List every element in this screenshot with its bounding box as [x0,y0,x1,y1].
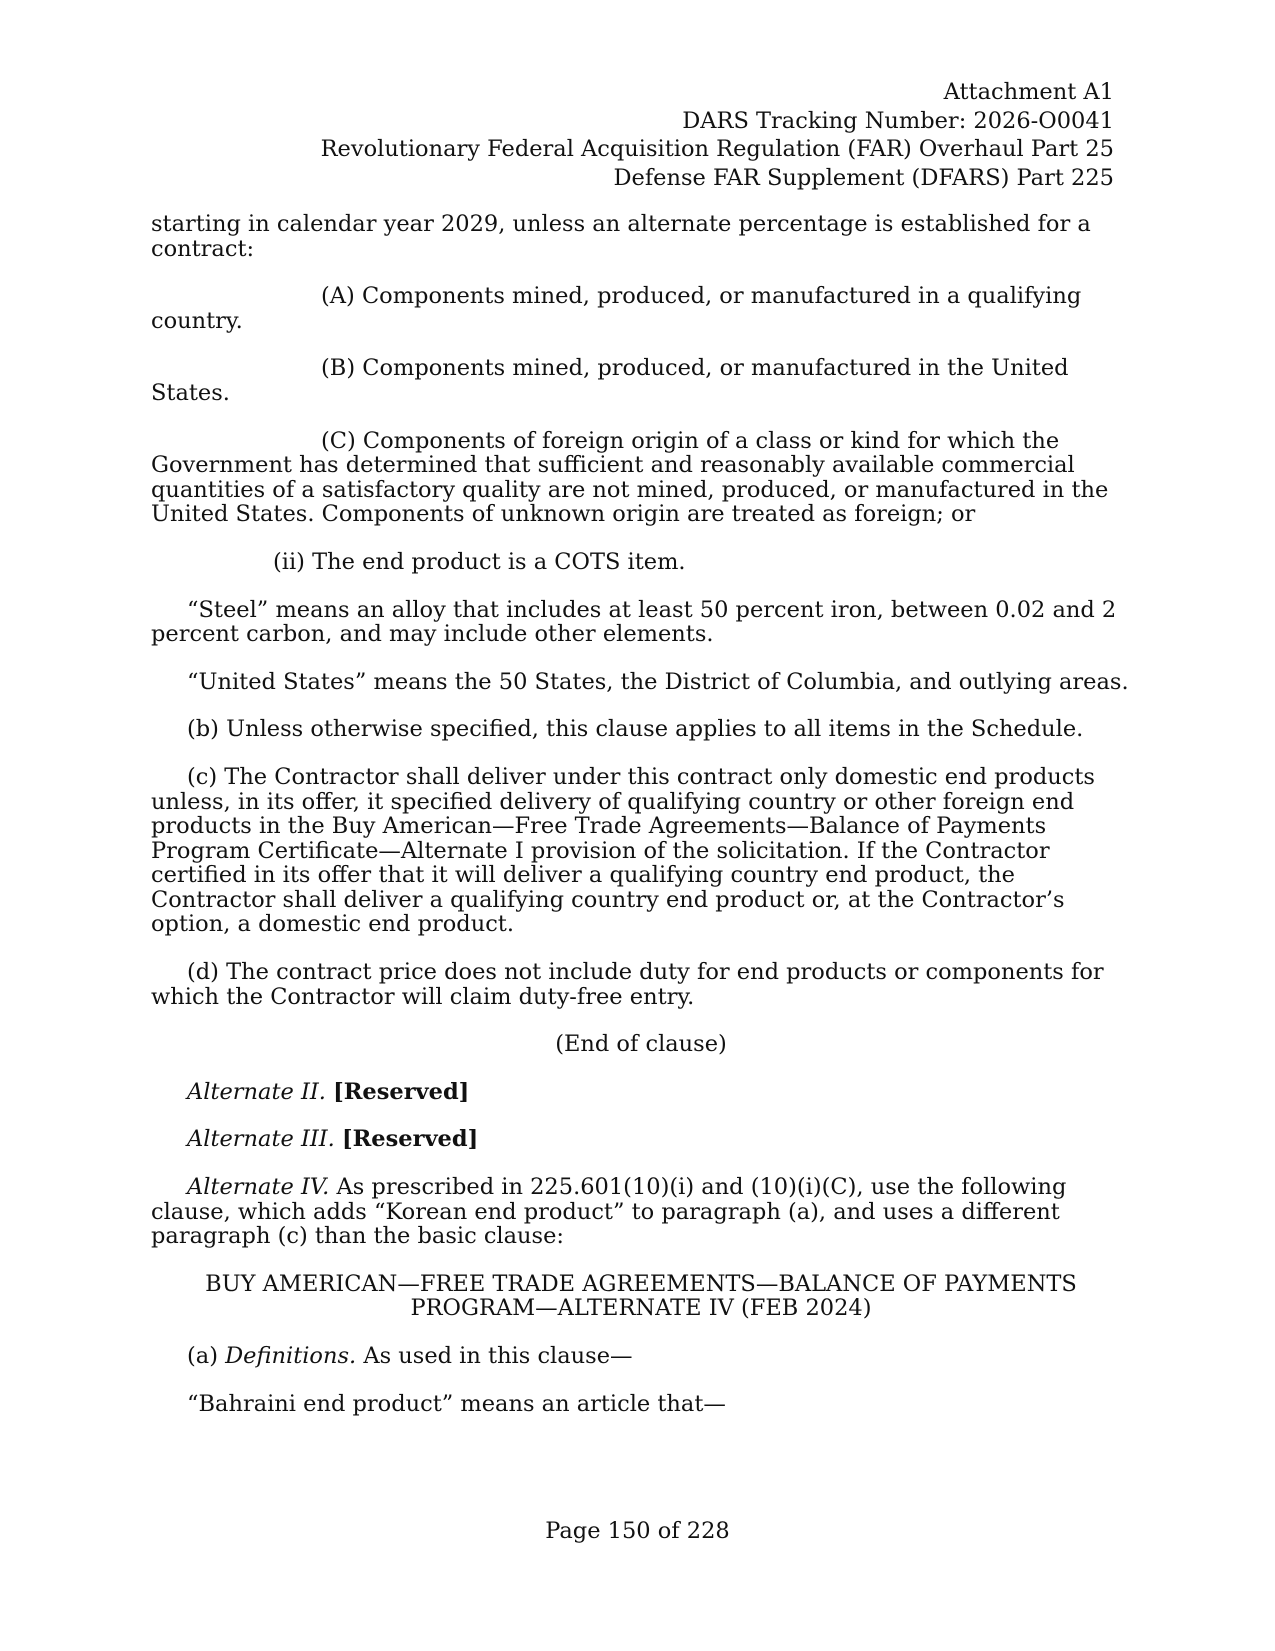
definition-bahraini-end-product: “Bahraini end product” means an article that— [187,1390,726,1417]
definition-united-states: “United States” means the 50 States, the District of Columbia, and outlying areas. [187,668,1129,695]
end-of-clause: (End of clause) [555,1031,727,1058]
alternate-ii-reserved: [Reserved] [333,1078,470,1105]
paragraph-B: (B) Components mined, produced, or manufactured in the United States. [151,355,1069,406]
paragraph-continuation: starting in calendar year 2029, unless an alternate percentage is established for a contract: [151,211,1091,262]
alternate-iv-text: As prescribed in 225.601(10)(i) and (10)(i)(C), use the following clause, which adds “Korean end product” to paragraph (a), and uses a different paragraph (c) than the basic clause: [151,1174,1067,1250]
paragraph-ii: (ii) The end product is a COTS item. [273,548,686,575]
clause-title-line1: BUY AMERICAN—FREE TRADE AGREEMENTS—BALANCE OF PAYMENTS [205,1270,1077,1297]
definitions-label: Definitions. [225,1343,357,1369]
page-header [321,78,1114,192]
header-dfars-part: Defense FAR Supplement (DFARS) Part 225 [613,164,1114,191]
definitions-text: As used in this clause— [363,1343,633,1369]
page-number: Page 150 of 228 [545,1518,730,1544]
clause-title-line2: PROGRAM—ALTERNATE IV (FEB 2024) [410,1295,872,1322]
paragraph-b: (b) Unless otherwise specified, this clause applies to all items in the Schedule. [187,716,1084,743]
header-tracking-number: DARS Tracking Number: 2026-O0041 [682,107,1114,134]
paragraph-A: (A) Components mined, produced, or manufactured in a qualifying country. [151,283,1082,334]
alternate-iii-reserved: [Reserved] [341,1126,479,1153]
document-body [151,212,1131,1416]
alternate-ii-label: Alternate II. [187,1078,326,1105]
header-far-part: Revolutionary Federal Acquisition Regulation (FAR) Overhaul Part 25 [320,136,1114,163]
alternate-iii [151,1127,1131,1152]
alternate-iv-label: Alternate IV. [187,1174,330,1201]
alternate-ii [151,1080,1131,1105]
paragraph-d: (d) The contract price does not include duty for end products or components for which the Contractor will claim duty-free entry. [151,959,1104,1010]
paragraph-a-prefix: (a) [187,1343,218,1369]
paragraph-C: (C) Components of foreign origin of a class or kind for which the Government has determined that sufficient and reasonably available commercial quantities of a satisfactory quality are not mined, produced, or manufactured in the United States. Components of unknown origin are treated as foreign; or [151,427,1109,528]
alternate-iv [151,1175,1131,1249]
paragraph-c: (c) The Contractor shall deliver under this contract only domestic end products unless, in its offer, it specified delivery of qualifying country or other foreign end products in the Buy American—Free Trade Agreements—Balance of Payments Program Certificate—Alternate I provision of the solicitation. If the Contractor certified in its offer that it will deliver a qualifying country end product, the Contractor shall deliver a qualifying country end product or, at the Contractor’s option, a domestic end product. [151,763,1095,938]
definition-steel: “Steel” means an alloy that includes at least 50 percent iron, between 0.02 and 2 percent carbon, and may include other elements. [151,596,1117,648]
paragraph-a-definitions [151,1344,1131,1369]
header-attachment: Attachment A1 [943,79,1114,105]
alternate-iii-label: Alternate III. [187,1126,335,1153]
clause-title [151,1272,1131,1321]
